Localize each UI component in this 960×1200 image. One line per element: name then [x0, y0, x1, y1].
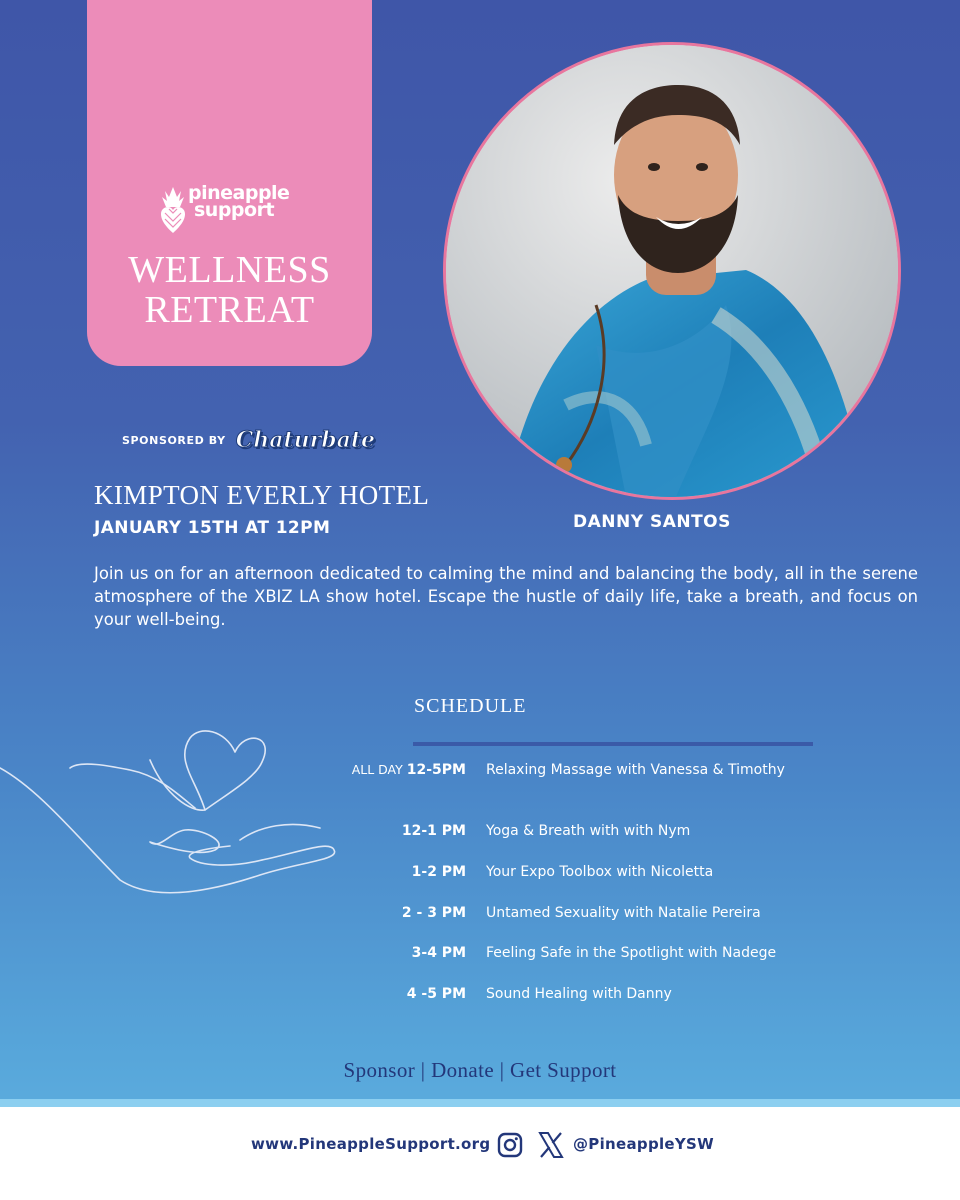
schedule-row — [300, 823, 860, 845]
schedule-activity: Sound Healing with Danny — [486, 986, 672, 1002]
schedule-time: 12-5PM — [406, 762, 466, 778]
schedule-activity: Your Expo Toolbox with Nicoletta — [486, 864, 714, 880]
link-separator: | — [415, 1058, 432, 1082]
website-link[interactable]: www.PineappleSupport.org — [251, 1135, 491, 1153]
sponsored-label: SPONSORED BY — [122, 433, 226, 447]
retreat-title — [87, 250, 372, 330]
schedule-row — [300, 762, 860, 784]
schedule-row — [300, 986, 860, 1008]
schedule-activity: Untamed Sexuality with Natalie Pereira — [486, 905, 761, 921]
schedule-activity: Yoga & Breath with with Nym — [486, 823, 691, 839]
speaker-photo — [443, 42, 901, 500]
event-description: Join us on for an afternoon dedicated to calming the mind and balancing the body, all in the serene atmosphere of the XBIZ LA show hotel. Escape the hustle of daily life, take a breath, and focus on your well-being. — [94, 564, 918, 629]
pineapple-heart-icon — [160, 185, 186, 235]
schedule-row — [300, 905, 860, 927]
event-date: JANUARY 15TH AT 12PM — [94, 518, 331, 538]
schedule-title: SCHEDULE — [414, 695, 527, 717]
instagram-icon[interactable] — [497, 1132, 523, 1158]
x-icon[interactable] — [538, 1131, 564, 1159]
sponsor-logo: Chaturbate — [235, 427, 376, 453]
logo-line-1: pineapple — [188, 182, 290, 204]
hand-heart-illustration — [0, 700, 340, 900]
get-support-link[interactable]: Get Support — [510, 1058, 617, 1082]
schedule-activity: Feeling Safe in the Spotlight with Nadege — [486, 945, 777, 961]
pineapple-support-logo — [160, 182, 310, 237]
schedule-row — [300, 945, 860, 967]
footer — [0, 1107, 960, 1200]
logo-line-2: support — [194, 199, 275, 221]
retreat-title-line-2: RETREAT — [144, 289, 315, 331]
schedule-row — [300, 864, 860, 886]
footer-band — [0, 1099, 960, 1107]
link-separator: | — [494, 1058, 511, 1082]
retreat-title-line-1: WELLNESS — [128, 249, 331, 291]
schedule-activity: Relaxing Massage with Vanessa & Timothy — [486, 762, 785, 778]
schedule-time: 1-2 PM — [411, 864, 466, 880]
social-handle[interactable]: @PineappleYSW — [573, 1135, 715, 1153]
sponsor-link[interactable]: Sponsor — [343, 1058, 416, 1082]
schedule-time: 12-1 PM — [401, 823, 466, 839]
donate-link[interactable]: Donate — [431, 1058, 495, 1082]
schedule-prefix: ALL DAY — [351, 762, 403, 777]
sponsored-by — [122, 427, 375, 453]
speaker-name: DANNY SANTOS — [573, 512, 731, 532]
schedule-time: 4 -5 PM — [406, 986, 466, 1002]
schedule-time: 3-4 PM — [411, 945, 466, 961]
venue-name: KIMPTON EVERLY HOTEL — [94, 480, 430, 510]
person-photo-icon — [446, 45, 898, 497]
schedule-time: 2 - 3 PM — [401, 905, 466, 921]
action-links — [0, 1058, 960, 1083]
schedule-divider — [413, 742, 813, 746]
